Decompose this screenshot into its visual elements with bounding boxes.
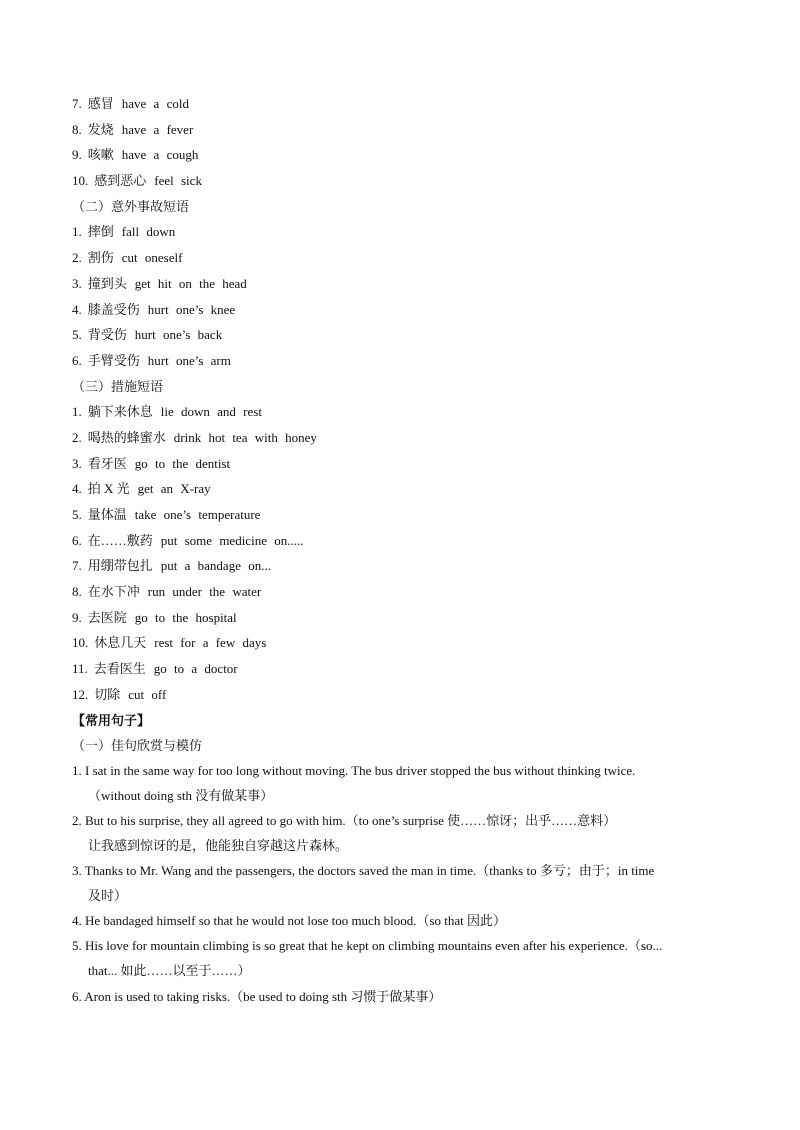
sentence-note: that... 如此……以至于……）: [88, 963, 251, 979]
phrase-item: [72, 142, 772, 168]
sentence-text: 2. But to his surprise, they all agreed to go with him.（to one’s surprise 使……惊讶；出乎……意料）: [72, 812, 617, 828]
sentence-item: [72, 984, 772, 1009]
phrase-item: [72, 451, 772, 477]
phrase-item: [72, 271, 772, 297]
english-phrase: hurt one’s back: [134, 327, 223, 343]
sentence-text: 6. Aron is used to taking risks.（be used to doing sth 习惯于做某事）: [72, 988, 442, 1004]
chinese-term: 躺下来休息: [87, 404, 153, 420]
chinese-term: 感冒: [87, 96, 114, 111]
section-heading-measures: （三）措施短语: [72, 378, 164, 394]
sentence-note: 及时）: [88, 888, 128, 904]
item-number: 6.: [72, 532, 82, 548]
chinese-term: 发烧: [87, 121, 114, 137]
english-phrase: get hit on the head: [134, 275, 247, 291]
english-phrase: take one’s temperature: [134, 507, 261, 522]
chinese-term: 咳嗽: [87, 147, 114, 163]
chinese-term: 膝盖受伤: [87, 301, 140, 317]
phrase-sections: [72, 91, 772, 708]
english-phrase: fall down: [121, 224, 176, 240]
item-number: 10.: [72, 635, 89, 651]
item-number: 4.: [72, 481, 82, 497]
english-phrase: put some medicine on.....: [160, 532, 304, 548]
english-phrase: drink hot tea with honey: [173, 429, 317, 445]
item-number: 12.: [72, 686, 89, 702]
english-phrase: get an X-ray: [137, 481, 211, 497]
chinese-term: 在……敷药: [87, 532, 153, 548]
english-phrase: hurt one’s knee: [147, 301, 236, 317]
sentence-item: [72, 858, 772, 908]
chinese-term: 背受伤: [87, 327, 127, 343]
english-phrase: have a fever: [121, 121, 194, 137]
sentence-translation: 让我感到惊讶的是，他能独自穿越这片森林。: [88, 837, 349, 853]
sentence-item: [72, 933, 772, 983]
chinese-term: 拍 X 光: [87, 481, 130, 497]
item-number: 4.: [72, 301, 82, 317]
english-phrase: put a bandage on...: [160, 558, 271, 574]
english-phrase: have a cough: [121, 147, 199, 163]
phrase-item: [72, 682, 772, 708]
sentence-text: 1. I sat in the same way for too long without moving. The bus driver stopped the bus without thinking twice.: [72, 762, 636, 778]
chinese-term: 去看医生: [93, 661, 146, 677]
item-number: 8.: [72, 121, 82, 137]
subsection-heading: （一）佳句欣赏与模仿: [72, 737, 203, 753]
phrase-item: [72, 630, 772, 656]
english-phrase: go to a doctor: [153, 661, 238, 677]
phrase-item: [72, 579, 772, 605]
chinese-term: 切除: [94, 686, 121, 702]
phrase-item: [72, 425, 772, 451]
phrase-item: [72, 91, 772, 117]
phrase-item: [72, 168, 772, 194]
chinese-term: 手臂受伤: [87, 352, 140, 368]
item-number: 1.: [72, 224, 82, 240]
sentence-text: 3. Thanks to Mr. Wang and the passengers, the doctors saved the man in time.（thanks to 多亏；由于；in time: [72, 863, 655, 879]
phrase-item: [72, 528, 772, 554]
english-phrase: have a cold: [121, 96, 189, 111]
item-number: 7.: [72, 558, 82, 574]
english-phrase: cut oneself: [121, 250, 183, 266]
document-page: [72, 91, 772, 1009]
english-phrase: go to the hospital: [134, 609, 237, 625]
item-number: 7.: [72, 96, 82, 111]
chinese-term: 去医院: [87, 609, 127, 625]
sentence-item: [72, 808, 772, 858]
item-number: 2.: [72, 429, 82, 445]
chinese-term: 量体温: [87, 507, 127, 522]
phrase-item: [72, 553, 772, 579]
chinese-term: 摔倒: [87, 224, 114, 240]
sentence-note: （without doing sth 没有做某事）: [88, 787, 274, 803]
phrase-item: [72, 502, 772, 528]
english-phrase: go to the dentist: [134, 455, 231, 471]
item-number: 5.: [72, 327, 82, 343]
english-phrase: hurt one’s arm: [147, 352, 231, 368]
item-number: 5.: [72, 507, 82, 522]
phrase-item: [72, 348, 772, 374]
english-phrase: run under the water: [147, 584, 262, 600]
section-heading-accident: （二）意外事故短语: [72, 198, 190, 214]
phrase-item: [72, 399, 772, 425]
item-number: 2.: [72, 250, 82, 266]
chinese-term: 在水下冲: [87, 584, 140, 600]
phrase-item: [72, 297, 772, 323]
english-phrase: cut off: [128, 686, 167, 702]
item-number: 3.: [72, 455, 82, 471]
chinese-term: 看牙医: [87, 455, 127, 471]
phrase-item: [72, 656, 772, 682]
chinese-term: 用绷带包扎: [87, 558, 153, 574]
phrase-item: [72, 605, 772, 631]
item-number: 1.: [72, 404, 82, 420]
chinese-term: 喝热的蜂蜜水: [87, 429, 166, 445]
item-number: 8.: [72, 584, 82, 600]
phrase-item: [72, 219, 772, 245]
section-heading-common-sentences: 【常用句子】: [72, 712, 151, 728]
chinese-term: 休息几天: [94, 635, 147, 651]
chinese-term: 割伤: [87, 250, 114, 266]
item-number: 9.: [72, 147, 82, 163]
item-number: 11.: [72, 661, 88, 677]
english-phrase: lie down and rest: [160, 404, 262, 420]
sentence-item: [72, 908, 772, 933]
item-number: 9.: [72, 609, 82, 625]
common-sentences-section: [72, 708, 772, 1009]
chinese-term: 感到恶心: [94, 173, 147, 189]
sentence-text: 5. His love for mountain climbing is so great that he kept on climbing mountains even after his experience.（so...: [72, 938, 663, 954]
english-phrase: feel sick: [154, 173, 202, 189]
phrase-item: [72, 245, 772, 271]
phrase-item: [72, 476, 772, 502]
sentence-text: 4. He bandaged himself so that he would not lose too much blood.（so that 因此）: [72, 913, 506, 929]
english-phrase: rest for a few days: [154, 635, 267, 651]
sentence-item: [72, 758, 772, 808]
phrase-item: [72, 322, 772, 348]
chinese-term: 撞到头: [87, 275, 127, 291]
item-number: 10.: [72, 173, 89, 189]
item-number: 3.: [72, 275, 82, 291]
phrase-item: [72, 117, 772, 143]
item-number: 6.: [72, 352, 82, 368]
